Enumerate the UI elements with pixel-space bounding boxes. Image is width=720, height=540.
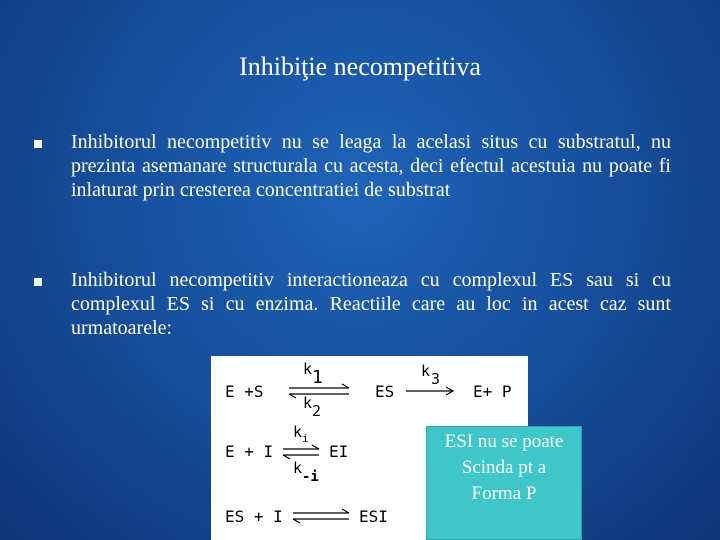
r1-products: E+ P — [473, 382, 512, 401]
note-line-2: Scinda pt a — [461, 457, 547, 478]
note-line-3: Forma P — [471, 483, 537, 504]
r2-equilibrium-arrow — [283, 445, 319, 459]
r2-k-reverse: k — [293, 459, 303, 477]
r3-reactants: ES + I — [225, 507, 283, 526]
r1-complex: ES — [375, 382, 395, 401]
square-bullet-icon — [34, 140, 42, 148]
r1-reactants: E +S — [225, 382, 264, 401]
r1-k-forward: k — [303, 360, 313, 378]
r3-complex: ESI — [359, 507, 388, 526]
note-line-1: ESI nu se poate — [444, 431, 564, 452]
r2-k-reverse-sub: -i — [302, 469, 319, 485]
slide-title: Inhibiţie necompetitiva — [239, 52, 481, 81]
r1-forward-arrow — [406, 387, 453, 395]
r2-k-forward-sub: i — [302, 432, 309, 445]
bullet-text-2: Inhibitorul necompetitiv interactioneaza cu complexul ES sau si cu complexul ES si cu enzima. Reactiile care au loc in acest caz sunt urmatoarele: — [71, 269, 671, 339]
r3-equilibrium-arrow — [293, 509, 349, 523]
r2-k-forward: k — [293, 423, 303, 441]
square-bullet-icon — [34, 278, 42, 286]
r2-reactants: E + I — [225, 442, 274, 461]
note-box — [426, 426, 582, 540]
r1-k3-sub: 3 — [431, 370, 441, 388]
r2-complex: EI — [329, 442, 349, 461]
r1-k-reverse: k — [303, 394, 313, 412]
r1-k-reverse-sub: 2 — [312, 402, 322, 420]
r1-k3: k — [421, 362, 431, 380]
r1-k-forward-sub: 1 — [312, 367, 323, 388]
bullet-text-1: Inhibitorul necompetitiv nu se leaga la acelasi situs cu substratul, nu prezinta asemanare structurala cu acesta, deci efectul acestuia nu poate fi inlaturat prin cresterea concentratiei de substrat — [71, 131, 671, 201]
